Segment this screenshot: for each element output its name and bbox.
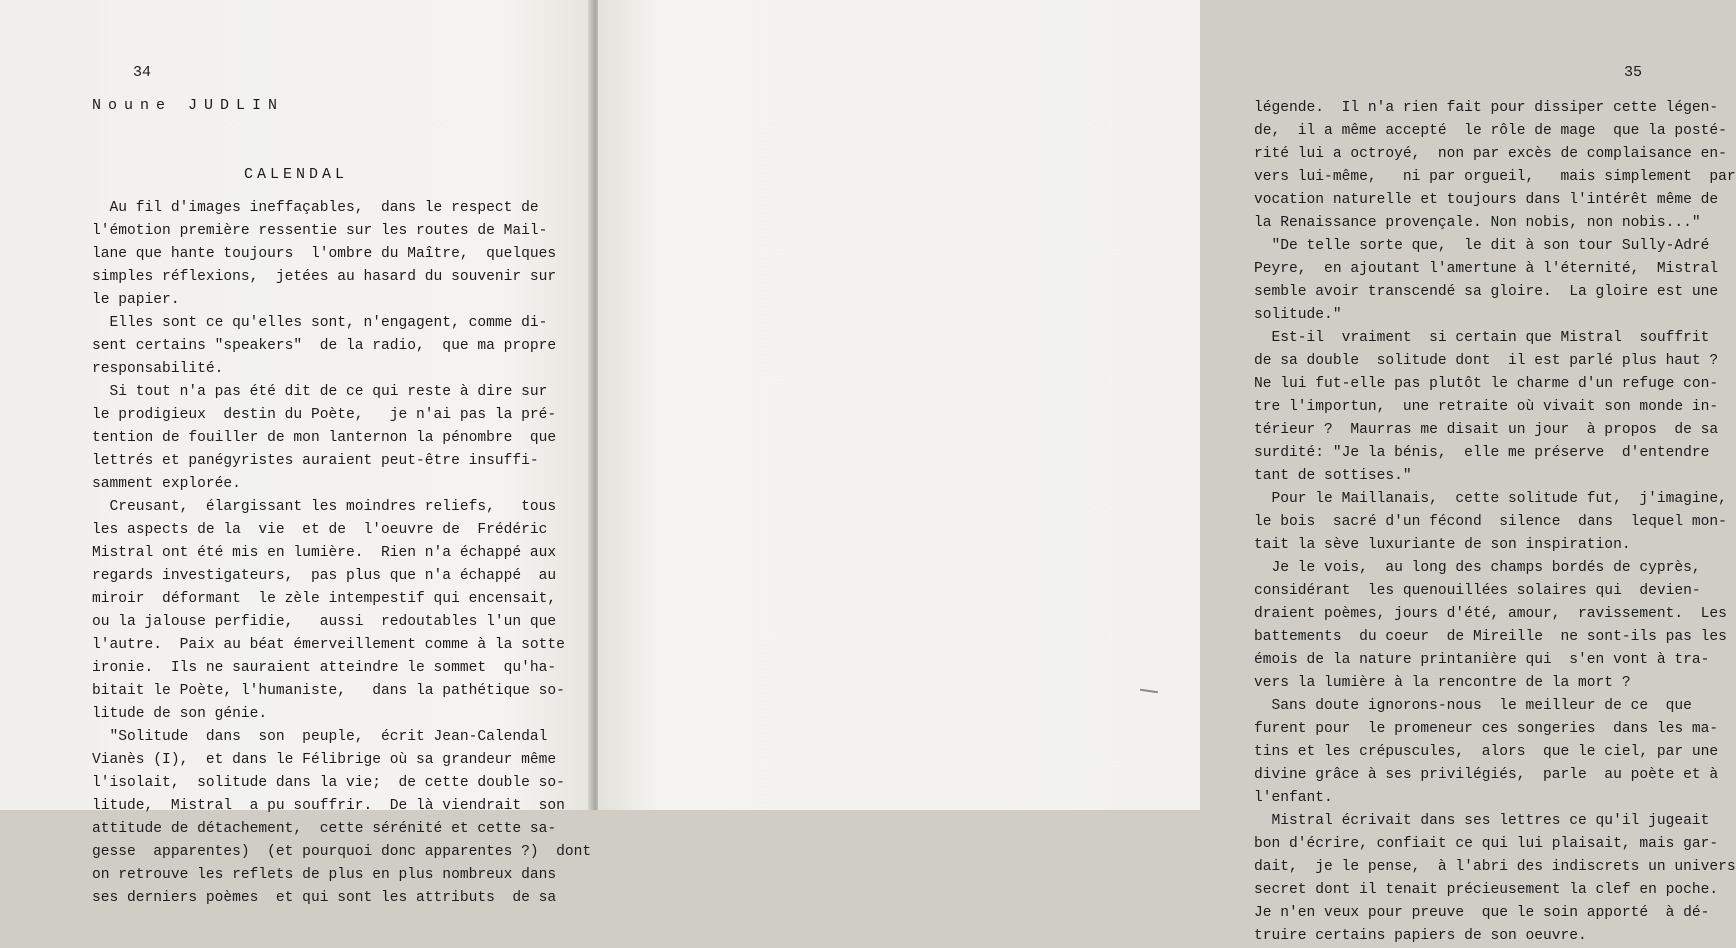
- text-line: on retrouve les reflets de plus en plus nombreux dans: [92, 867, 557, 883]
- text-line: furent pour le promeneur ces songeries dans les ma-: [1254, 721, 1719, 737]
- text-line: tre l'importun, une retraite où vivait son monde in-: [1254, 399, 1719, 415]
- text-line: émois de la nature printanière qui s'en vont à tra-: [1254, 652, 1710, 668]
- right-body-text: [1254, 97, 1736, 948]
- text-line: Ne lui fut-elle pas plutôt le charme d'un refuge con-: [1254, 376, 1719, 392]
- text-line: tins et les crépuscules, alors que le ciel, par une: [1254, 744, 1719, 760]
- text-line: Elles sont ce qu'elles sont, n'engagent, comme di-: [92, 315, 548, 331]
- text-line: tant de sottises.": [1254, 468, 1412, 484]
- text-line: miroir déformant le zèle intempestif qui encensait,: [92, 591, 557, 607]
- text-line: gesse apparentes) (et pourquoi donc apparentes ?) dont: [92, 844, 592, 860]
- text-line: Mistral ont été mis en lumière. Rien n'a échappé aux: [92, 545, 557, 561]
- text-line: de, il a même accepté le rôle de mage que la posté-: [1254, 123, 1727, 139]
- text-line: Je le vois, au long des champs bordés de cyprès,: [1254, 560, 1701, 576]
- text-line: solitude.": [1254, 307, 1342, 323]
- text-line: tention de fouiller de mon lanternon la pénombre que: [92, 430, 557, 446]
- text-line: de sa double solitude dont il est parlé plus haut ?: [1254, 353, 1719, 369]
- text-line: les aspects de la vie et de l'oeuvre de Frédéric: [92, 522, 548, 538]
- text-line: térieur ? Maurras me disait un jour à propos de sa: [1254, 422, 1719, 438]
- text-line: l'autre. Paix au béat émerveillement comme à la sotte: [92, 637, 565, 653]
- text-line: divine grâce à ses privilégiés, parle au poète et à: [1254, 767, 1719, 783]
- text-line: Au fil d'images ineffaçables, dans le respect de: [92, 200, 539, 216]
- author-name: Noune JUDLIN: [92, 97, 285, 114]
- text-line: lettrés et panégyristes auraient peut-être insuffi-: [92, 453, 539, 469]
- text-line: regards investigateurs, pas plus que n'a échappé au: [92, 568, 557, 584]
- text-line: surdité: "Je la bénis, elle me préserve d'entendre: [1254, 445, 1710, 461]
- text-line: sent certains "speakers" de la radio, que ma propre: [92, 338, 557, 354]
- text-line: l'isolait, solitude dans la vie; de cette double so-: [92, 775, 565, 791]
- text-line: bitait le Poète, l'humaniste, dans la pathétique so-: [92, 683, 565, 699]
- text-line: ou la jalouse perfidie, aussi redoutables l'un que: [92, 614, 557, 630]
- text-line: simples réflexions, jetées au hasard du souvenir sur: [92, 269, 557, 285]
- page-number: 35: [1624, 64, 1643, 81]
- text-line: "De telle sorte que, le dit à son tour Sully-Adré: [1254, 238, 1710, 254]
- text-line: la Renaissance provençale. Non nobis, non nobis...": [1254, 215, 1701, 231]
- page-number: 34: [133, 64, 152, 81]
- text-line: "Solitude dans son peuple, écrit Jean-Calendal: [92, 729, 548, 745]
- text-line: bon d'écrire, confiait ce qui lui plaisait, mais gar-: [1254, 836, 1719, 852]
- text-line: vers la lumière à la rencontre de la mort ?: [1254, 675, 1631, 691]
- text-line: responsabilité.: [92, 361, 224, 377]
- text-line: Creusant, élargissant les moindres reliefs, tous: [92, 499, 557, 515]
- text-line: ses derniers poèmes et qui sont les attributs de sa: [92, 890, 557, 906]
- left-page: [0, 0, 594, 906]
- text-line: Vianès (I), et dans le Félibrige où sa grandeur même: [92, 752, 557, 768]
- text-line: Peyre, en ajoutant l'amertune à l'éternité, Mistral: [1254, 261, 1719, 277]
- text-line: lane que hante toujours l'ombre du Maître, quelques: [92, 246, 557, 262]
- text-line: vers lui-même, ni par orgueil, mais simplement par: [1254, 169, 1736, 185]
- text-line: litude, Mistral a pu souffrir. De là viendrait son: [92, 798, 565, 814]
- text-line: Sans doute ignorons-nous le meilleur de ce que: [1254, 698, 1692, 714]
- text-line: l'émotion première ressentie sur les routes de Mail-: [92, 223, 548, 239]
- text-line: légende. Il n'a rien fait pour dissiper cette légen-: [1254, 100, 1719, 116]
- text-line: litude de son génie.: [92, 706, 268, 722]
- text-line: Pour le Maillanais, cette solitude fut, j'imagine,: [1254, 491, 1727, 507]
- right-page: [598, 0, 1736, 944]
- text-line: truire certains papiers de son oeuvre.: [1254, 928, 1587, 944]
- text-line: attitude de détachement, cette sérénité et cette sa-: [92, 821, 557, 837]
- text-line: Si tout n'a pas été dit de ce qui reste à dire sur: [92, 384, 548, 400]
- text-line: tait la sève luxuriante de son inspiration.: [1254, 537, 1631, 553]
- text-line: le bois sacré d'un fécond silence dans lequel mon-: [1254, 514, 1727, 530]
- text-line: Je n'en veux pour preuve que le soin apporté à dé-: [1254, 905, 1710, 921]
- text-line: dait, je le pense, à l'abri des indiscrets un univers: [1254, 859, 1736, 875]
- text-line: battements du coeur de Mireille ne sont-ils pas les: [1254, 629, 1727, 645]
- text-line: considérant les quenouillées solaires qui devien-: [1254, 583, 1701, 599]
- text-line: ironie. Ils ne sauraient atteindre le sommet qu'ha-: [92, 660, 557, 676]
- text-line: secret dont il tenait précieusement la clef en poche.: [1254, 882, 1719, 898]
- text-line: Est-il vraiment si certain que Mistral souffrit: [1254, 330, 1710, 346]
- text-line: draient poèmes, jours d'été, amour, ravissement. Les: [1254, 606, 1727, 622]
- text-line: semble avoir transcendé sa gloire. La gloire est une: [1254, 284, 1719, 300]
- text-line: vocation naturelle et toujours dans l'intérêt même de: [1254, 192, 1719, 208]
- chapter-title: CALENDAL: [244, 166, 349, 183]
- text-line: le papier.: [92, 292, 180, 308]
- text-line: Mistral écrivait dans ses lettres ce qu'il jugeait: [1254, 813, 1710, 829]
- text-line: le prodigieux destin du Poète, je n'ai pas la pré-: [92, 407, 557, 423]
- left-body-text: [92, 197, 592, 910]
- text-line: l'enfant.: [1254, 790, 1333, 806]
- text-line: rité lui a octroyé, non par excès de complaisance en-: [1254, 146, 1727, 162]
- text-line: samment explorée.: [92, 476, 241, 492]
